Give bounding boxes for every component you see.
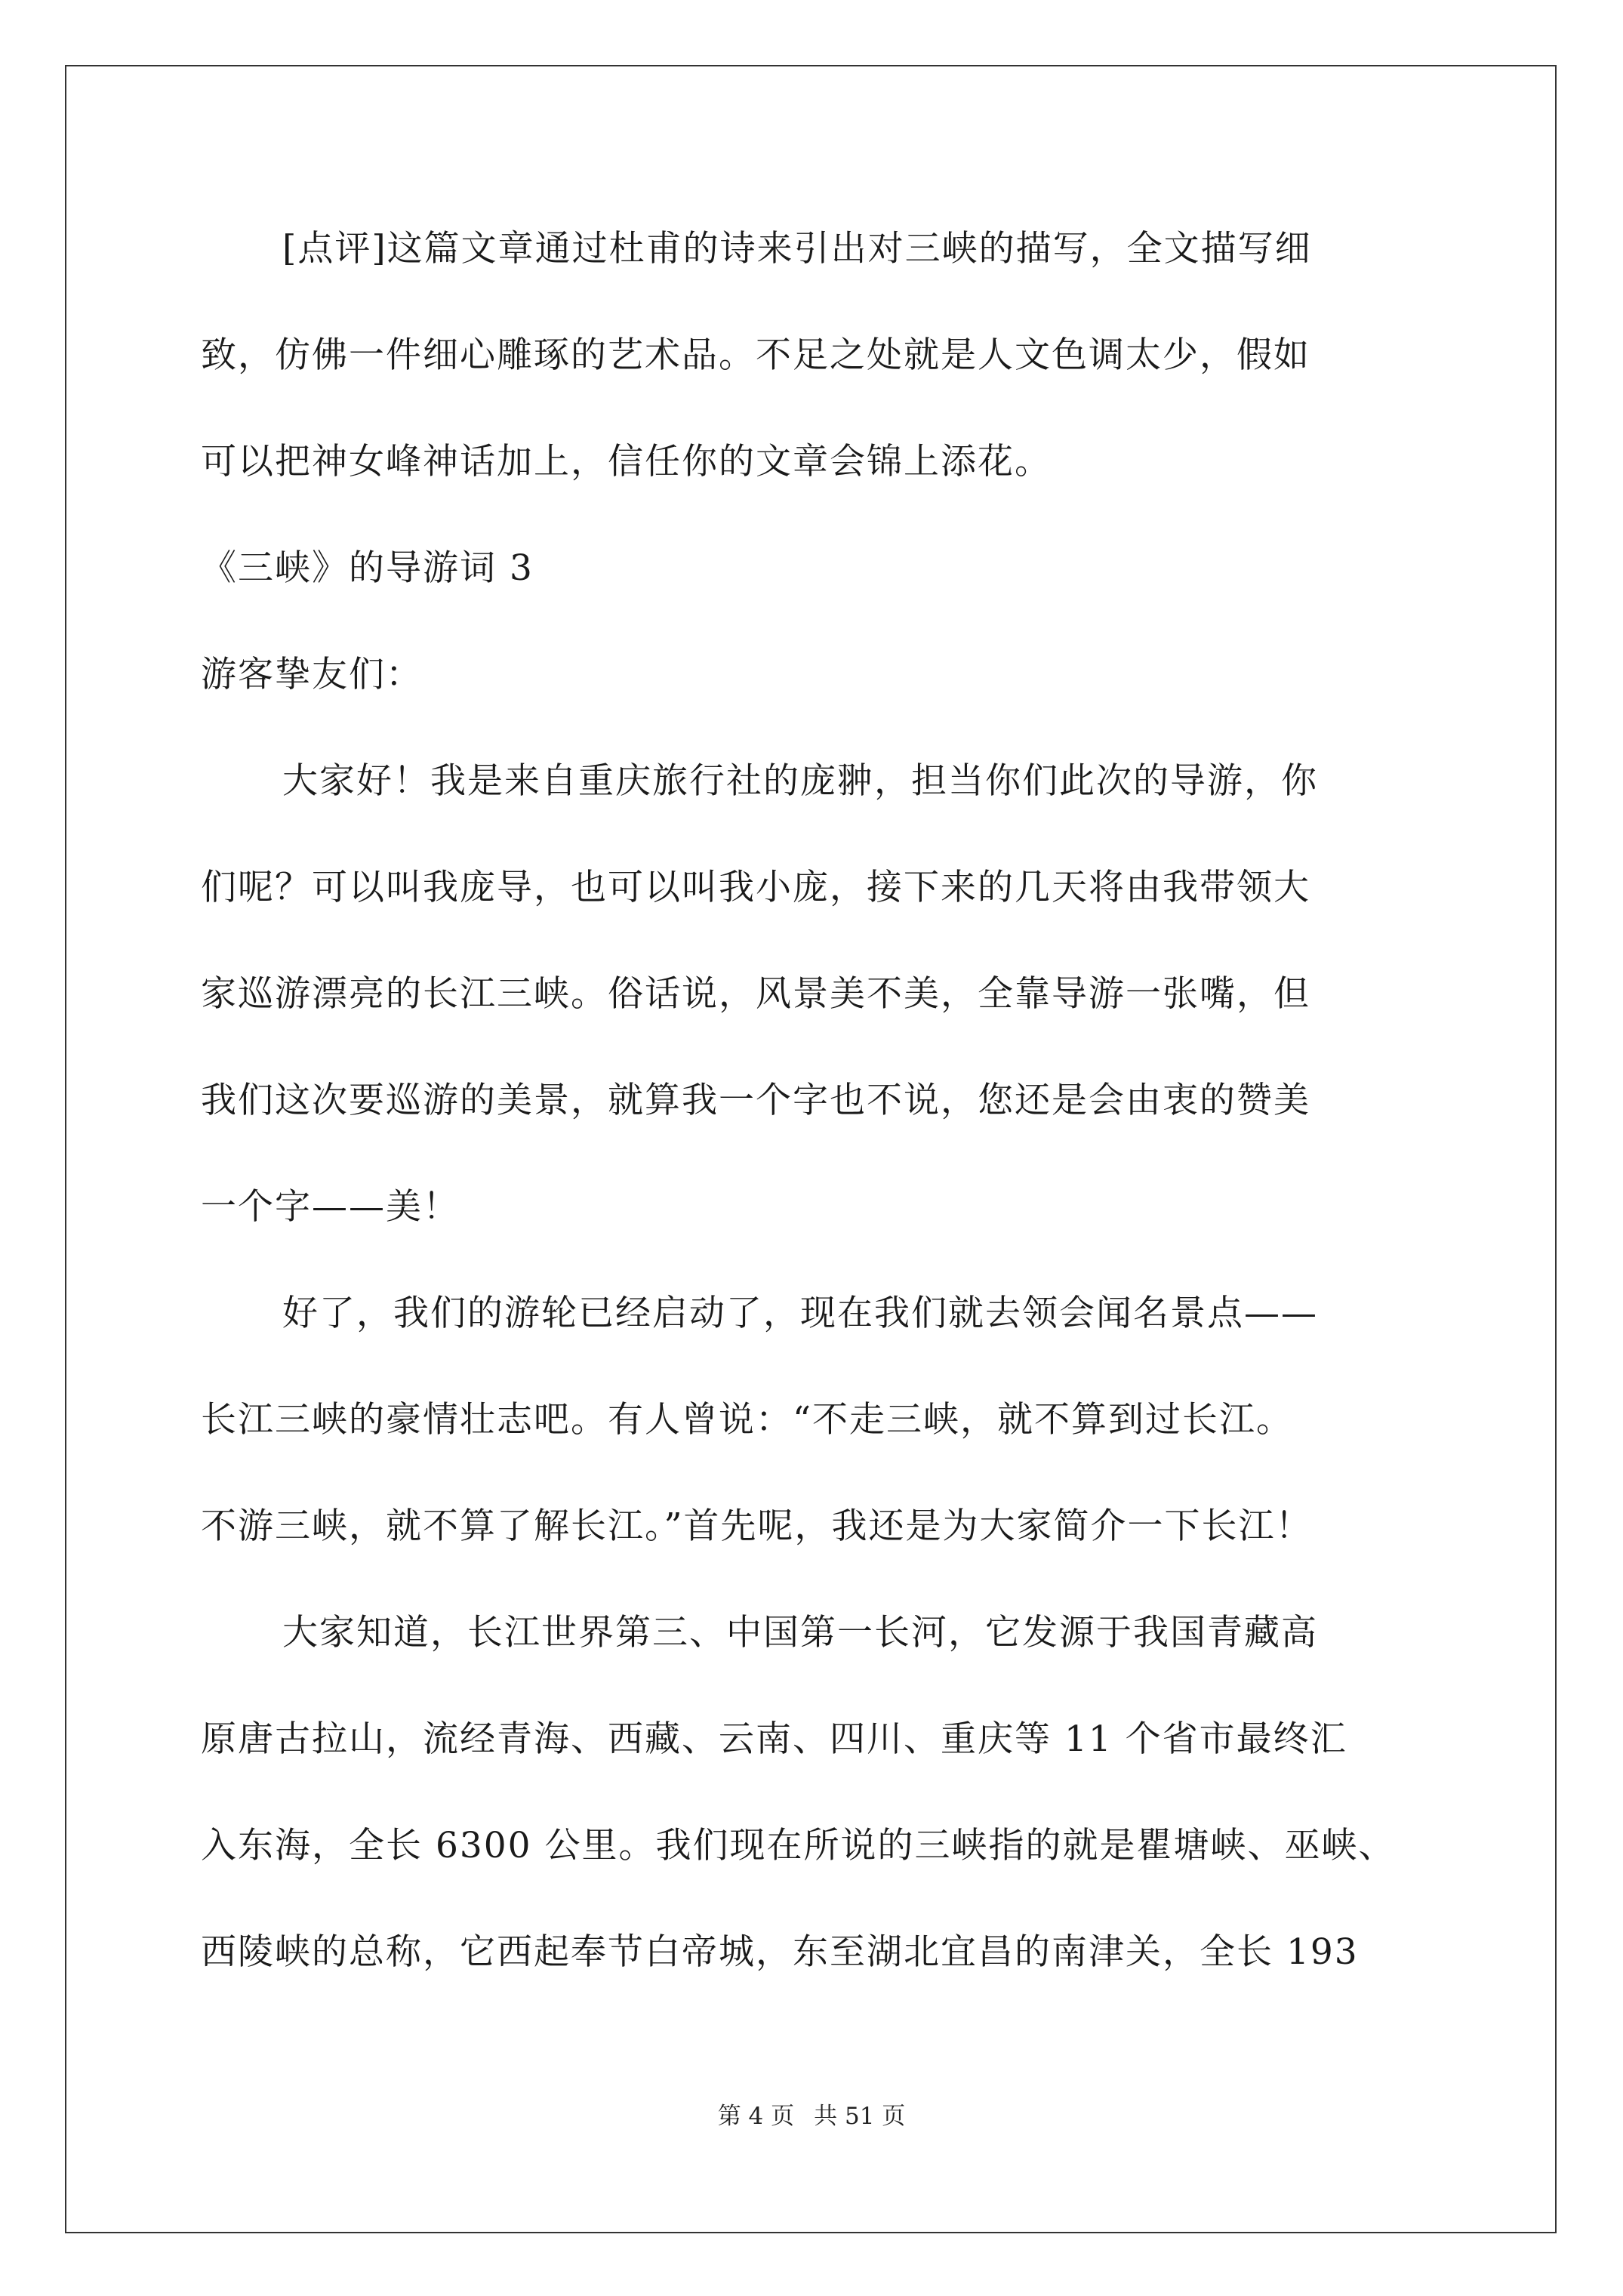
paragraph-line: 一个字——美！ — [201, 1186, 460, 1228]
paragraph-line: 们呢？可以叫我庞导，也可以叫我小庞，接下来的几天将由我带领大 — [201, 867, 1310, 908]
paragraph-line: 长江三峡的豪情壮志吧。有人曾说：“不走三峡，就不算到过长江。 — [201, 1399, 1294, 1441]
page-number: 第 4 页 — [717, 2103, 795, 2130]
paragraph-line: 我们这次要巡游的美景，就算我一个字也不说，您还是会由衷的赞美 — [201, 1080, 1310, 1121]
paragraph-line: 家巡游漂亮的长江三峡。俗话说，风景美不美，全靠导游一张嘴，但 — [201, 973, 1310, 1015]
paragraph-line: 西陵峡的总称，它西起奉节白帝城，东至湖北宜昌的南津关，全长 193 — [201, 1931, 1359, 1973]
salutation: 游客挚友们： — [201, 654, 423, 695]
page-total: 共 51 页 — [814, 2103, 906, 2130]
paragraph-line: 大家好！我是来自重庆旅行社的庞翀，担当你们此次的导游，你 — [282, 760, 1318, 802]
section-heading: 《三峡》的导游词 3 — [201, 547, 534, 589]
paragraph-line: 原唐古拉山，流经青海、西藏、云南、四川、重庆等 11 个省市最终汇 — [201, 1718, 1347, 1760]
page-footer — [0, 2101, 1623, 2131]
paragraph-line: 不游三峡，就不算了解长江。”首先呢，我还是为大家简介一下长江！ — [201, 1505, 1313, 1547]
document-body — [201, 223, 1439, 2032]
paragraph-line: 大家知道，长江世界第三、中国第一长河，它发源于我国青藏高 — [282, 1612, 1318, 1653]
paragraph-line: 可以把神女峰神话加上，信任你的文章会锦上添花。 — [201, 441, 1052, 482]
paragraph-line: [点评]这篇文章通过杜甫的诗来引出对三峡的描写，全文描写细 — [282, 228, 1312, 270]
paragraph-line: 好了，我们的游轮已经启动了，现在我们就去领会闻名景点—— — [282, 1293, 1318, 1334]
paragraph-line: 入东海，全长 6300 公里。我们现在所说的三峡指的就是瞿塘峡、巫峡、 — [201, 1825, 1396, 1866]
paragraph-line: 致，仿佛一件细心雕琢的艺术品。不足之处就是人文色调太少，假如 — [201, 334, 1310, 376]
